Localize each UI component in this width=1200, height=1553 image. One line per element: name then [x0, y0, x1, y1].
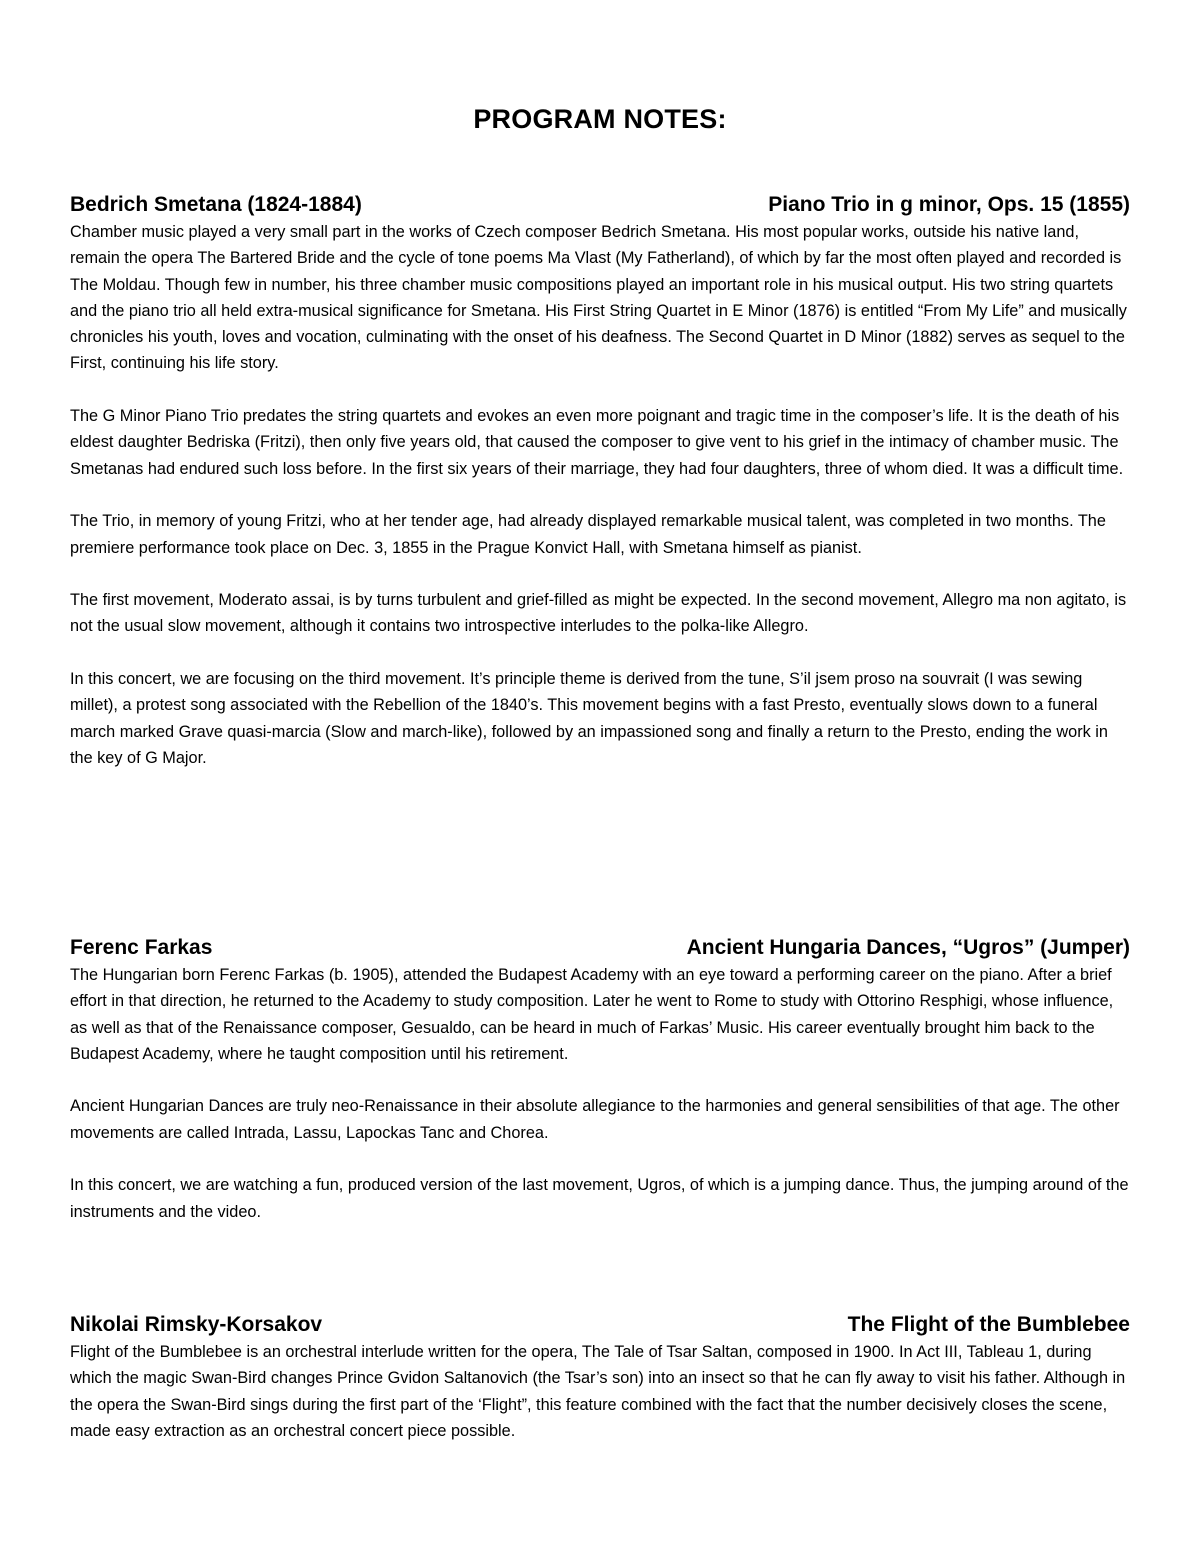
- section-farkas: [70, 934, 1130, 1225]
- composer-name: Ferenc Farkas: [70, 936, 213, 959]
- page-title: PROGRAM NOTES:: [473, 104, 727, 134]
- paragraph: The G Minor Piano Trio predates the string quartets and evokes an even more poignant and tragic time in the composer’s life. It is the death of his eldest daughter Bedriska (Fritzi), then only five years old, that caused the composer to give vent to his grief in the intimacy of chamber music. The Smetanas had endured such loss before. In the first six years of their marriage, they had four daughters, three of whom died. It was a difficult time.: [70, 407, 1124, 478]
- composer-name: Nikolai Rimsky-Korsakov: [70, 1313, 323, 1336]
- work-title: The Flight of the Bumblebee: [847, 1313, 1130, 1336]
- paragraph: Flight of the Bumblebee is an orchestral interlude written for the opera, The Tale of Tsar Saltan, composed in 1900. In Act III, Tableau 1, during which the magic Swan-Bird changes Prince Gvidon Saltanovich (the Tsar’s son) into an insect so that he can fly away to visit his father. Although in the opera the Swan-Bird sings during the first part of the ‘Flight”, this feature combined with the fact that the number decisively closes the scene, made easy extraction as an orchestral concert piece possible.: [70, 1343, 1126, 1440]
- section-rimsky-korsakov: [70, 1311, 1130, 1444]
- paragraph: In this concert, we are watching a fun, produced version of the last movement, Ugros, of which is a jumping dance. Thus, the jumping around of the instruments and the video.: [70, 1176, 1129, 1221]
- paragraph: Ancient Hungarian Dances are truly neo-Renaissance in their absolute allegiance to the harmonies and general sensibilities of that age. The other movements are called Intrada, Lassu, Lapockas Tanc and Chorea.: [70, 1097, 1120, 1142]
- section-smetana: [70, 191, 1130, 771]
- work-title: Ancient Hungaria Dances, “Ugros” (Jumper): [686, 936, 1130, 959]
- paragraph: The first movement, Moderato assai, is by turns turbulent and grief-filled as might be expected. In the second movement, Allegro ma non agitato, is not the usual slow movement, although it contains two introspective interludes to the polka-like Allegro.: [70, 591, 1127, 636]
- work-title: Piano Trio in g minor, Ops. 15 (1855): [768, 193, 1130, 216]
- composer-name: Bedrich Smetana (1824-1884): [70, 193, 362, 216]
- section-heading: [70, 934, 1130, 962]
- paragraph: The Hungarian born Ferenc Farkas (b. 1905), attended the Budapest Academy with an eye toward a performing career on the piano. After a brief effort in that direction, he returned to the Academy to study composition. Later he went to Rome to study with Ottorino Resphigi, whose influence, as well as that of the Renaissance composer, Gesualdo, can be heard in much of Farkas’ Music. His career eventually brought him back to the Budapest Academy, where he taught composition until his retirement.: [70, 966, 1114, 1063]
- section-heading: [70, 1311, 1130, 1339]
- section-heading: [70, 191, 1130, 219]
- paragraph: Chamber music played a very small part in the works of Czech composer Bedrich Smetana. His most popular works, outside his native land, remain the opera The Bartered Bride and the cycle of tone poems Ma Vlast (My Fatherland), of which by far the most often played and recorded is The Moldau. Though few in number, his three chamber music compositions played an important role in his musical output. His two string quartets and the piano trio all held extra-musical significance for Smetana. His First String Quartet in E Minor (1876) is entitled “From My Life” and musically chronicles his youth, loves and vocation, culminating with the onset of his deafness. The Second Quartet in D Minor (1882) serves as sequel to the First, continuing his life story.: [70, 223, 1127, 373]
- paragraph: The Trio, in memory of young Fritzi, who at her tender age, had already displayed remarkable musical talent, was completed in two months. The premiere performance took place on Dec. 3, 1855 in the Prague Konvict Hall, with Smetana himself as pianist.: [70, 512, 1106, 557]
- paragraph: In this concert, we are focusing on the third movement. It’s principle theme is derived from the tune, S’il jsem proso na souvrait (I was sewing millet), a protest song associated with the Rebellion of the 1840’s. This movement begins with a fast Presto, eventually slows down to a funeral march marked Grave quasi-marcia (Slow and march-like), followed by an impassioned song and finally a return to the Presto, ending the work in the key of G Major.: [70, 670, 1108, 767]
